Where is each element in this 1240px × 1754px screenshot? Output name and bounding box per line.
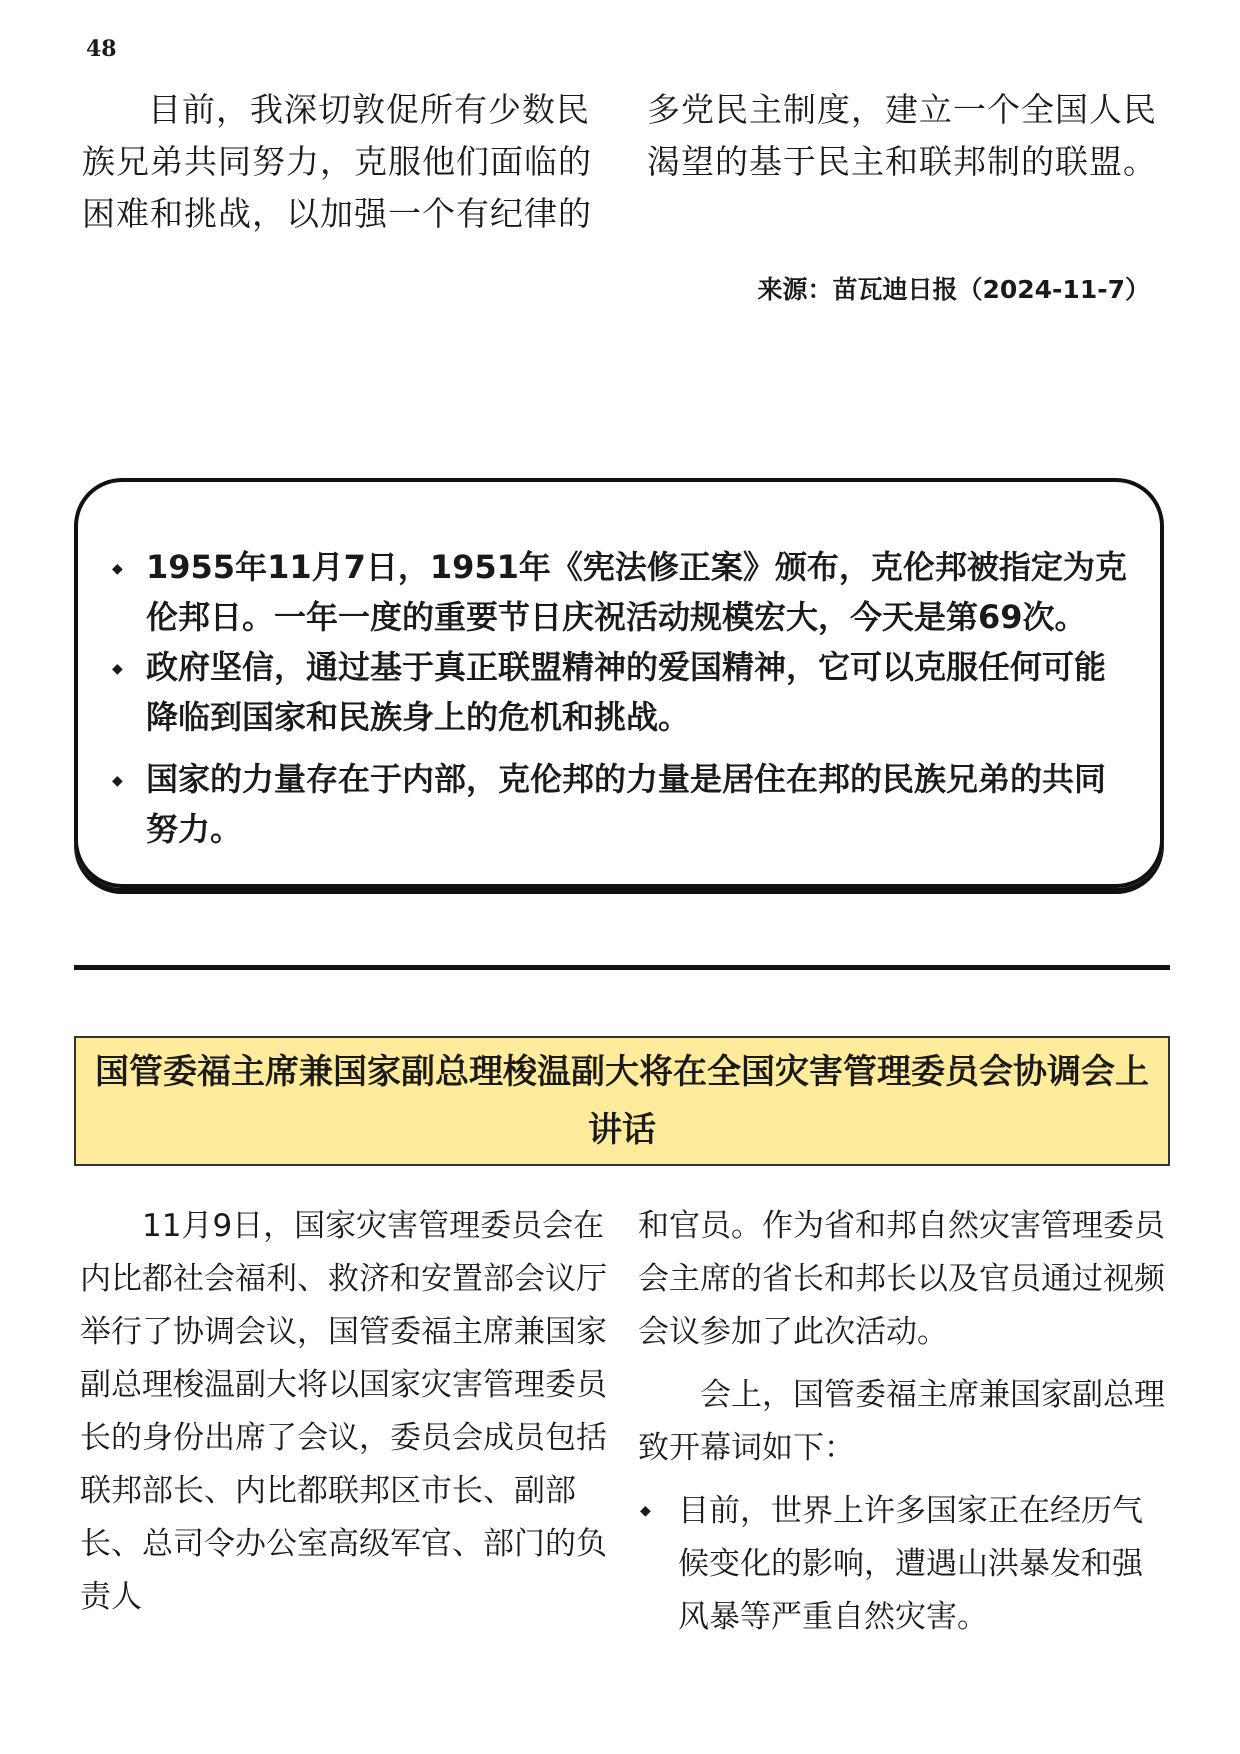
section-divider — [74, 965, 1170, 970]
highlight-item-text: 1955年11月7日，1951年《宪法修正案》颁布，克伦邦被指定为克伦邦日。一年一度的重要节日庆祝活动规模宏大，今天是第69次。 — [146, 548, 1127, 636]
diamond-bullet-icon: ◆ — [112, 561, 123, 577]
article-headline-box — [74, 1036, 1170, 1166]
second-article-left-column — [80, 1200, 610, 1624]
diamond-bullet-icon: ◆ — [112, 773, 123, 789]
top-article-right-column — [647, 84, 1177, 188]
second-article-right-column — [638, 1200, 1173, 1644]
highlight-item-text: 国家的力量存在于内部，克伦邦的力量是居住在邦的民族兄弟的共同努力。 — [146, 760, 1107, 848]
second-article-right-paragraph: 会上，国管委福主席兼国家副总理致开幕词如下： — [638, 1377, 1165, 1466]
top-article-left-column — [82, 84, 608, 240]
second-article-right-paragraph: 和官员。作为省和邦自然灾害管理委员会主席的省长和邦长以及官员通过视频会议参加了此次活动。 — [638, 1208, 1165, 1350]
highlight-item — [108, 542, 1130, 642]
article-headline: 国管委福主席兼国家副总理梭温副大将在全国灾害管理委员会协调会上讲话 — [95, 1052, 1149, 1150]
second-article-bullet-item — [638, 1485, 1173, 1644]
second-article-left-paragraph: 11月9日，国家灾害管理委员会在内比都社会福利、救济和安置部会议厅举行了协调会议，国管委福主席兼国家副总理梭温副大将以国家灾害管理委员长的身份出席了会议，委员会成员包括联邦部长、内比都联邦区市长、副部长、总司令办公室高级军官、部门的负责人 — [80, 1208, 607, 1615]
highlight-list — [108, 542, 1130, 854]
highlight-item-text: 政府坚信，通过基于真正联盟精神的爱国精神，它可以克服任何可能降临到国家和民族身上的危机和挑战。 — [146, 648, 1107, 736]
highlight-item — [108, 754, 1130, 854]
page-number: 48 — [86, 36, 117, 62]
second-article-bullet-text: 目前，世界上许多国家正在经历气候变化的影响，遭遇山洪暴发和强风暴等严重自然灾害。 — [678, 1493, 1143, 1635]
top-article-right-paragraph: 多党民主制度，建立一个全国人民渴望的基于民主和联邦制的联盟。 — [647, 90, 1157, 181]
highlight-box — [74, 478, 1164, 888]
highlight-item — [108, 642, 1130, 742]
top-article-left-paragraph: 目前，我深切敦促所有少数民族兄弟共同努力，克服他们面临的困难和挑战，以加强一个有纪律的 — [82, 90, 592, 233]
source-line: 来源：苗瓦迪日报（2024-11-7） — [757, 275, 1150, 304]
diamond-bullet-icon: ◆ — [640, 1503, 651, 1519]
diamond-bullet-icon: ◆ — [112, 661, 123, 677]
